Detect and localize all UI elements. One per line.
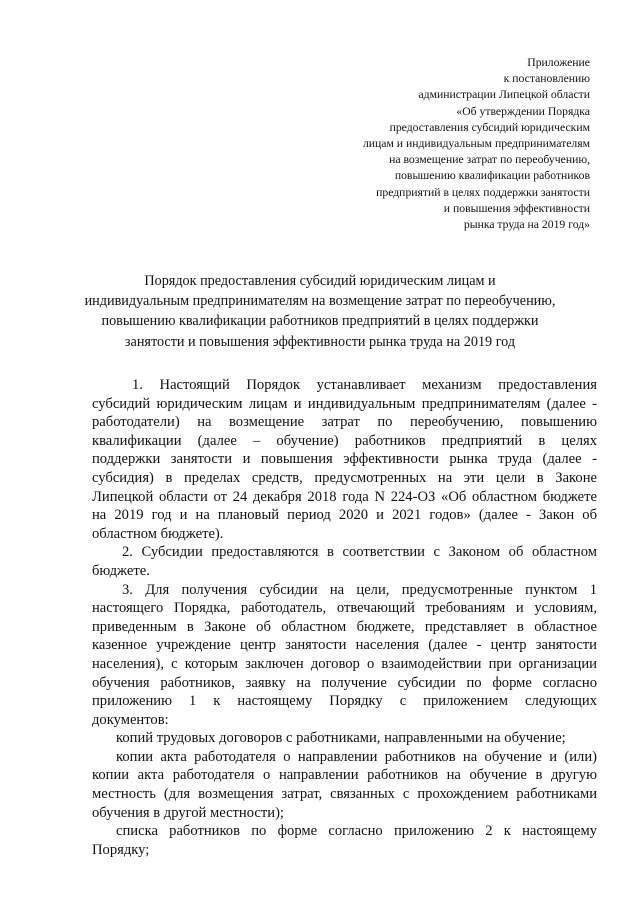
body-line: Порядку; xyxy=(92,841,150,858)
body-line: населения), с которым заключен договор о взаимодействии при организации xyxy=(92,655,597,672)
body-line: копии акта работодателя о направлении работников на обучение в другую xyxy=(92,767,597,784)
appendix-line: Приложение xyxy=(527,56,590,69)
body-line: субсидий юридическим лицам и индивидуальным предпринимателям (далее - xyxy=(92,395,597,412)
body-line: областном бюджете). xyxy=(92,525,224,542)
body-line: настоящего Порядка, работодатель, отвечающий требованиям и условиям, xyxy=(92,600,597,617)
body-line: бюджете. xyxy=(92,562,150,579)
body-line: субсидия) в пределах средств, предусмотренных на эти цели в Законе xyxy=(92,469,597,486)
body-line: квалификации (далее – обучение) работников предприятий в целях xyxy=(92,432,597,449)
body-line: копий трудовых договоров с работниками, направленными на обучение; xyxy=(116,730,566,747)
body-line: копии акта работодателя о направлении работников на обучение и (или) xyxy=(116,748,597,765)
appendix-line: «Об утверждении Порядка xyxy=(456,104,590,118)
body-line: казенное учреждение центр занятости населения (далее - центр занятости xyxy=(92,637,597,654)
body-line: местность (для возмещения затрат, связанных с прохождением работниками xyxy=(92,786,597,803)
body-line: на 2019 год и на плановый период 2020 и 2021 годов» (далее - Закон об xyxy=(92,507,597,524)
appendix-header xyxy=(260,55,590,233)
appendix-line: администрации Липецкой области xyxy=(418,88,590,102)
body-line: обучения работников, заявку на получение субсидии по форме согласно xyxy=(92,674,597,691)
body-line: обучения в другой местности); xyxy=(92,804,284,821)
appendix-line: предприятий в целях поддержки занятости xyxy=(376,185,590,199)
body-line: 3. Для получения субсидии на цели, предусмотренные пунктом 1 xyxy=(122,581,597,598)
body-line: 1. Настоящий Порядок устанавливает механизм предоставления xyxy=(132,377,597,393)
body-line: Липецкой области от 24 декабря 2018 года N 224-ОЗ «Об областном бюджете xyxy=(92,488,597,505)
body-line: списка работников по форме согласно приложению 2 к настоящему xyxy=(116,823,597,840)
document-body xyxy=(92,376,597,859)
body-line: приведенным в Законе об областном бюджете, представляет в областное xyxy=(92,618,597,635)
appendix-line: лицам и индивидуальным предпринимателям xyxy=(362,137,590,151)
body-line: работодатели) на возмещение затрат по переобучению, повышению xyxy=(92,414,597,431)
document-title xyxy=(82,271,558,352)
appendix-line: на возмещение затрат по переобучению, xyxy=(389,153,590,167)
title-line: Порядок предоставления субсидий юридическим лицам и xyxy=(144,273,496,289)
appendix-line: и повышения эффективности xyxy=(443,201,590,215)
body-line: поддержки занятости и повышения эффективности рынка труда (далее - xyxy=(92,451,597,468)
title-line: занятости и повышения эффективности рынка труда на 2019 год xyxy=(124,333,516,350)
appendix-line: к постановлению xyxy=(503,72,590,86)
title-line: индивидуальным предпринимателям на возмещение затрат по переобучению, xyxy=(84,293,556,310)
body-line: 2. Субсидии предоставляются в соответствии с Законом об областном xyxy=(122,544,597,561)
appendix-line: предоставления субсидий юридическим xyxy=(389,120,590,134)
body-line: приложению 1 к настоящему Порядку с приложением следующих xyxy=(92,693,597,710)
appendix-line: повышению квалификации работников xyxy=(394,169,590,183)
appendix-line: рынка труда на 2019 год» xyxy=(463,218,590,232)
body-line: документов: xyxy=(92,711,169,728)
title-line: повышению квалификации работников предприятий в целях поддержки xyxy=(101,313,539,330)
